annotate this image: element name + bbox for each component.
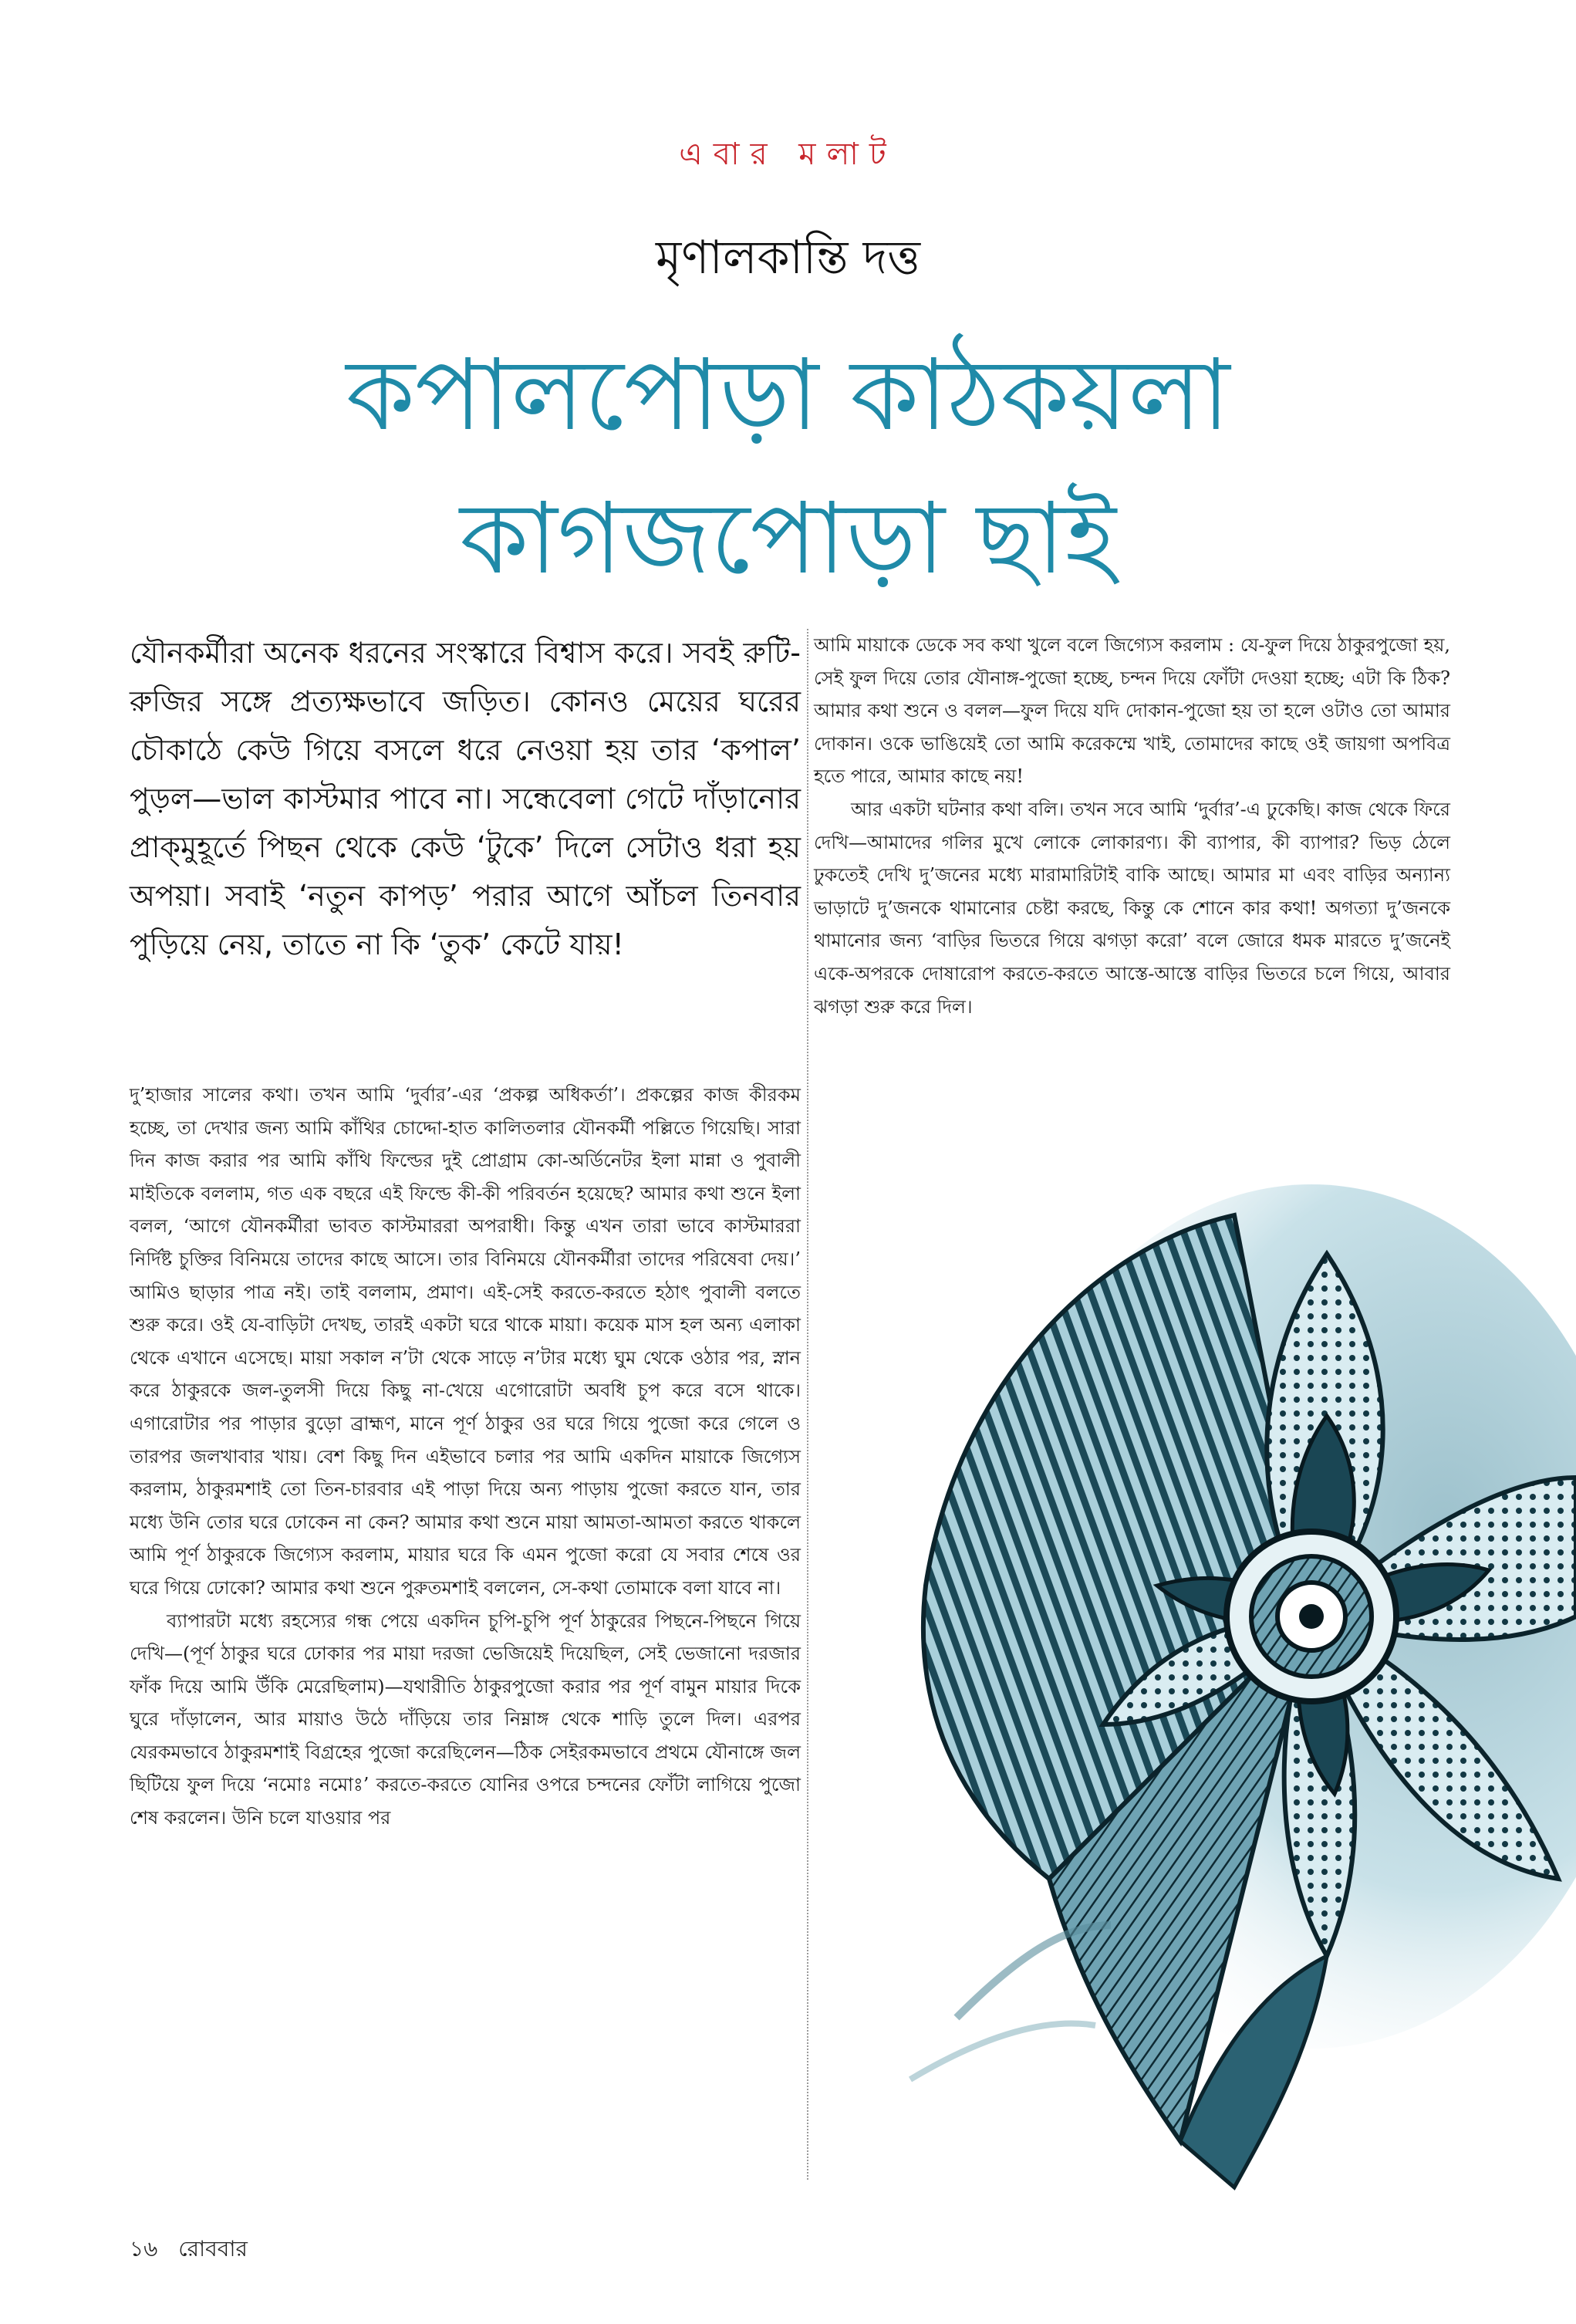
section-label: এবার মলাট — [679, 137, 897, 172]
lede-text: যৌনকর্মীরা অনেক ধরনের সংস্কারে বিশ্বাস করে। সবই রুটি-রুজির সঙ্গে প্রত্যক্ষভাবে জড়িত। কোনও মেয়ের ঘরের চৌকাঠে কেউ গিয়ে বসলে ধরে নেওয়া হয় তার ‘কপাল’ পুড়ল—ভাল কাস্টমার পাবে না। সন্ধেবেলা গেটে দাঁড়ানোর প্রাক্‌মুহূর্তে পিছন থেকে কেউ ‘টুকে’ দিলে সেটাও ধরা হয় অপয়া। সবাই ‘নতুন কাপড়’ পরার আগে আঁচল তিনবার পুড়িয়ে নেয়, তাতে না কি ‘তুক’ কেটে যায়! — [130, 636, 801, 961]
lede — [130, 629, 801, 969]
column-divider — [807, 629, 808, 2180]
zentangle-lotus-artwork — [818, 1184, 1576, 2203]
title-line-2: কাগজপোড়া ছাই — [460, 481, 1116, 596]
body-paragraph: আমি মায়াকে ডেকে সব কথা খুলে বলে জিগ্যেস করলাম : যে-ফুল দিয়ে ঠাকুরপুজো হয়, সেই ফুল দিয়ে তোর যৌনাঙ্গ-পুজো হচ্ছে, চন্দন দিয়ে ফোঁটা দেওয়া হচ্ছে; এটা কি ঠিক? আমার কথা শুনে ও বলল—ফুল দিয়ে যদি দোকান-পুজো হয় তা হলে ওটাও তো আমার দোকান। ওকে ভাঙিয়েই তো আমি করেকম্মে খাই, তোমাদের কাছে ওই জায়গা অপবিত্র হতে পারে, আমার কাছে নয়! — [814, 634, 1450, 788]
article-title — [0, 324, 1576, 611]
right-column-body — [814, 629, 1450, 1023]
author-byline: মৃণালকান্তি দত্ত — [655, 231, 921, 285]
body-paragraph: আর একটা ঘটনার কথা বলি। তখন সবে আমি ‘দুর্বার’-এ ঢুকেছি। কাজ থেকে ফিরে দেখি—আমাদের গলির মুখে লোকে লোকারণ্য। কী ব্যাপার, কী ব্যাপার? ভিড় ঠেলে ঢুকতেই দেখি দু’জনের মধ্যে মারামারিটাই বাকি আছে। আমার মা এবং বাড়ির অন্যান্য ভাড়াটে দু’জনকে থামানোর চেষ্টা করছে, কিন্তু কে শোনে কার কথা! অগত্যা দু’জনকে থামানোর জন্য ‘বাড়ির ভিতরে গিয়ে ঝগড়া করো’ বলে জোরে ধমক মারতে দু’জনেই একে-অপরকে দোষারোপ করতে-করতে আস্তে-আস্তে বাড়ির ভিতরে চলে গিয়ে, আবার ঝগড়া শুরু করে দিল। — [814, 798, 1450, 1018]
body-paragraph: ব্যাপারটা মধ্যে রহস্যের গন্ধ পেয়ে একদিন চুপি-চুপি পূর্ণ ঠাকুরের পিছনে-পিছনে গিয়ে দেখি—(পূর্ণ ঠাকুর ঘরে ঢোকার পর মায়া দরজা ভেজিয়েই দিয়েছিল, সেই ভেজানো দরজার ফাঁক দিয়ে আমি উঁকি মেরেছিলাম)—যথারীতি ঠাকুরপুজো করার পর পূর্ণ বামুন মায়ার দিকে ঘুরে দাঁড়ালেন, আর মায়াও উঠে দাঁড়িয়ে তার নিম্নাঙ্গ থেকে শাড়ি তুলে দিল। এরপর যেরকমভাবে ঠাকুরমশাই বিগ্রহের পুজো করেছিলেন—ঠিক সেইরকমভাবে প্রথমে যৌনাঙ্গে জল ছিটিয়ে ফুল দিয়ে ‘নমোঃ নমোঃ’ করতে-করতে যোনির ওপরে চন্দনের ফোঁটা লাগিয়ে পুজো শেষ করলেন। উনি চলে যাওয়ার পর — [130, 1610, 801, 1829]
left-column-body — [130, 1079, 801, 1835]
page-number: ১৬ — [130, 2236, 158, 2262]
page-footer — [130, 2232, 262, 2268]
magazine-name: রোববার — [178, 2236, 248, 2262]
body-paragraph: দু’হাজার সালের কথা। তখন আমি ‘দুর্বার’-এর ‘প্রকল্প অধিকর্তা’। প্রকল্পের কাজ কীরকম হচ্ছে, তা দেখার জন্য আমি কাঁথির চোদ্দো-হাত কালিতলার যৌনকর্মী পল্লিতে গিয়েছি। সারা দিন কাজ করার পর আমি কাঁথি ফিল্ডের দুই প্রোগ্রাম কো-অর্ডিনেটর ইলা মান্না ও পুবালী মাইতিকে বললাম, গত এক বছরে এই ফিল্ডে কী-কী পরিবর্তন হয়েছে? আমার কথা শুনে ইলা বলল, ‘আগে যৌনকর্মীরা ভাবত কাস্টমাররা অপরাধী। কিন্তু এখন তারা ভাবে কাস্টমাররা নির্দিষ্ট চুক্তির বিনিময়ে তাদের কাছে আসে। তার বিনিময়ে যৌনকর্মীরা তাদের পরিষেবা দেয়।’ আমিও ছাড়ার পাত্র নই। তাই বললাম, প্রমাণ। এই-সেই করতে-করতে হঠাৎ পুবালী বলতে শুরু করে। ওই যে-বাড়িটা দেখছ, তারই একটা ঘরে থাকে মায়া। কয়েক মাস হল অন্য এলাকা থেকে এখানে এসেছে। মায়া সকাল ন’টা থেকে সাড়ে ন’টার মধ্যে ঘুম থেকে ওঠার পর, স্নান করে ঠাকুরকে জল-তুলসী দিয়ে কিছু না-খেয়ে এগোরোটা অবধি চুপ করে বসে থাকে। এগারোটার পর পাড়ার বুড়ো ব্রাহ্মণ, মানে পূর্ণ ঠাকুর ওর ঘরে গিয়ে পুজো করে গেলে ও তারপর জলখাবার খায়। বেশ কিছু দিন এইভাবে চলার পর আমি একদিন মায়াকে জিগ্যেস করলাম, ঠাকুরমশাই তো তিন-চারবার এই পাড়া দিয়ে অন্য পাড়ায় পুজো করতে যান, তার মধ্যে উনি তোর ঘরে ঢোকেন না কেন? আমার কথা শুনে মায়া আমতা-আমতা করতে থাকলে আমি পূর্ণ ঠাকুরকে জিগ্যেস করলাম, মায়ার ঘরে কি এমন পুজো করো যে সবার শেষে ওর ঘরে গিয়ে ঢোকো? আমার কথা শুনে পুরুতমশাই বললেন, সে-কথা তোমাকে বলা যাবে না। — [130, 1084, 801, 1599]
title-line-1: কপালপোড়া কাঠকয়লা — [346, 338, 1230, 453]
